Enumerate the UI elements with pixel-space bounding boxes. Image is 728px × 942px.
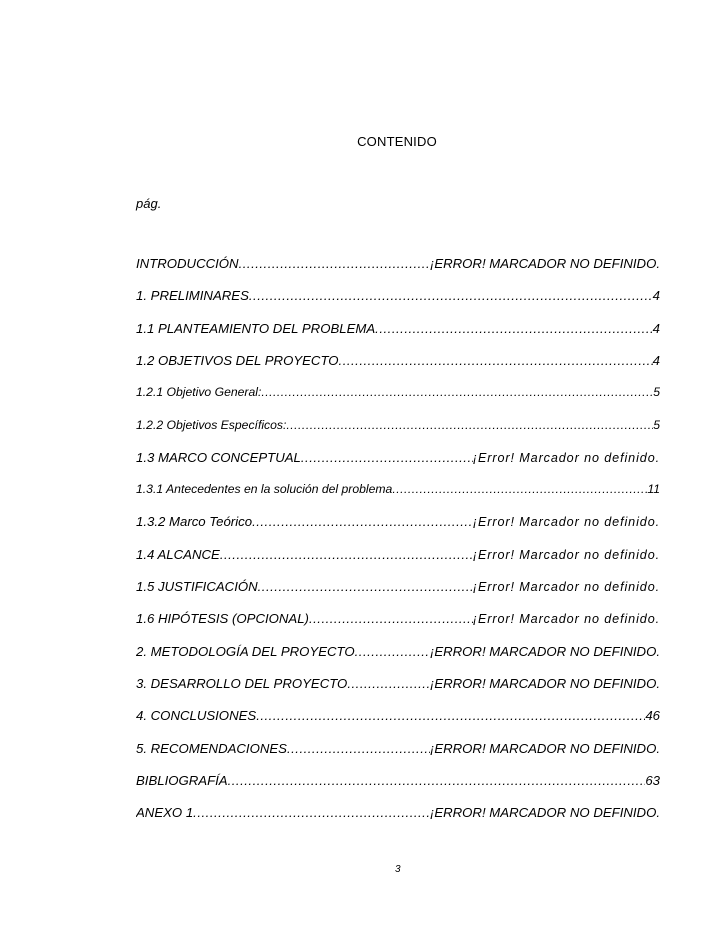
toc-entry-page: ¡ERROR! MARCADOR NO DEFINIDO. (429, 675, 660, 691)
toc-entry[interactable] (136, 385, 660, 405)
toc-entry-title: 1.2 OBJETIVOS DEL PROYECTO (136, 352, 339, 368)
toc-dot-leader (392, 482, 647, 496)
toc-entry-title: 1.2.1 Objetivo General: (136, 385, 262, 400)
toc-dot-leader (355, 644, 430, 659)
toc-entry-title: 3. DESARROLLO DEL PROYECTO (136, 675, 348, 691)
toc-entry[interactable] (136, 450, 660, 470)
toc-entry-page: ¡ERROR! MARCADOR NO DEFINIDO. (429, 643, 660, 659)
toc-dot-leader (239, 256, 430, 271)
toc-entry[interactable] (136, 547, 660, 567)
toc-entry-page: ¡ERROR! MARCADOR NO DEFINIDO. (429, 256, 660, 271)
toc-entry-title: 1.4 ALCANCE (136, 546, 220, 562)
toc-entry-title: BIBLIOGRAFÍA (136, 772, 228, 788)
toc-dot-leader (228, 773, 646, 788)
toc-entry[interactable] (136, 482, 660, 502)
toc-entry-page: ¡ERROR! MARCADOR NO DEFINIDO. (429, 740, 660, 756)
toc-entry-page: 4 (652, 320, 660, 336)
toc-entry-page: ¡Error! Marcador no definido. (472, 450, 660, 465)
toc-dot-leader (249, 288, 653, 303)
toc-entry-title: 1.5 JUSTIFICACIÓN (136, 579, 258, 594)
toc-entry-title: 1.6 HIPÓTESIS (OPCIONAL) (136, 611, 309, 627)
toc-entry-title: 1.2.2 Objetivos Específicos: (136, 417, 287, 432)
toc-dot-leader (375, 321, 652, 336)
toc-entry-page: ¡ERROR! MARCADOR NO DEFINIDO. (429, 805, 660, 821)
toc-entry-page: 4 (652, 352, 660, 368)
toc-entry[interactable] (136, 353, 660, 373)
toc-entry[interactable] (136, 708, 660, 728)
toc-entry-page: ¡Error! Marcador no definido. (472, 580, 660, 594)
toc-entry[interactable] (136, 288, 660, 308)
toc-dot-leader (261, 385, 653, 399)
page-number: 3 (395, 864, 401, 875)
toc-entry-title: 1.3 MARCO CONCEPTUAL (136, 449, 301, 465)
toc-entry[interactable] (136, 741, 660, 761)
toc-entry[interactable] (136, 611, 660, 631)
toc-entry-title: 2. METODOLOGÍA DEL PROYECTO (136, 643, 355, 659)
toc-dot-leader (252, 514, 473, 529)
toc-dot-leader (287, 741, 430, 756)
toc-entry-page: 63 (645, 772, 660, 788)
toc-entry-page: ¡Error! Marcador no definido. (472, 547, 660, 562)
toc-entry[interactable] (136, 514, 660, 534)
toc-entry-page: 5 (653, 417, 660, 432)
toc-entry-title: 4. CONCLUSIONES (136, 708, 257, 724)
toc-entry-title: 5. RECOMENDACIONES (136, 740, 287, 756)
page-title: CONTENIDO (357, 134, 437, 149)
toc-entry-page: 46 (645, 708, 660, 724)
toc-entry[interactable] (136, 256, 660, 276)
toc-entry-title: 1.3.1 Antecedentes en la solución del problema (136, 482, 393, 497)
toc-entry[interactable] (136, 644, 660, 664)
toc-entry[interactable] (136, 773, 660, 793)
toc-entry[interactable] (136, 418, 660, 438)
toc-entry[interactable] (136, 676, 660, 696)
toc-entry[interactable] (136, 321, 660, 341)
toc-entry-page: 5 (653, 385, 660, 400)
toc-dot-leader (286, 418, 653, 432)
toc-dot-leader (220, 547, 473, 562)
toc-entry-title: INTRODUCCIÓN (136, 256, 239, 271)
toc-entry-title: 1.1 PLANTEAMIENTO DEL PROBLEMA (136, 320, 376, 336)
toc-dot-leader (193, 805, 430, 820)
toc-entry-page: 11 (647, 482, 660, 497)
toc-dot-leader (339, 353, 653, 368)
page-column-label: pág. (136, 196, 162, 211)
toc-entry-page: 4 (652, 288, 660, 304)
toc-dot-leader (309, 611, 473, 626)
toc-entry-title: 1.3.2 Marco Teórico (136, 514, 253, 530)
toc-dot-leader (301, 450, 473, 465)
toc-dot-leader (256, 708, 645, 723)
toc-entry[interactable] (136, 579, 660, 599)
toc-dot-leader (347, 676, 430, 691)
toc-entry-title: 1. PRELIMINARES (136, 288, 249, 304)
toc-entry-page: ¡Error! Marcador no definido. (472, 515, 660, 530)
toc-entry[interactable] (136, 805, 660, 825)
toc-entry-title: ANEXO 1 (136, 805, 194, 821)
toc-entry-page: ¡Error! Marcador no definido. (472, 612, 660, 627)
toc-dot-leader (258, 579, 473, 594)
